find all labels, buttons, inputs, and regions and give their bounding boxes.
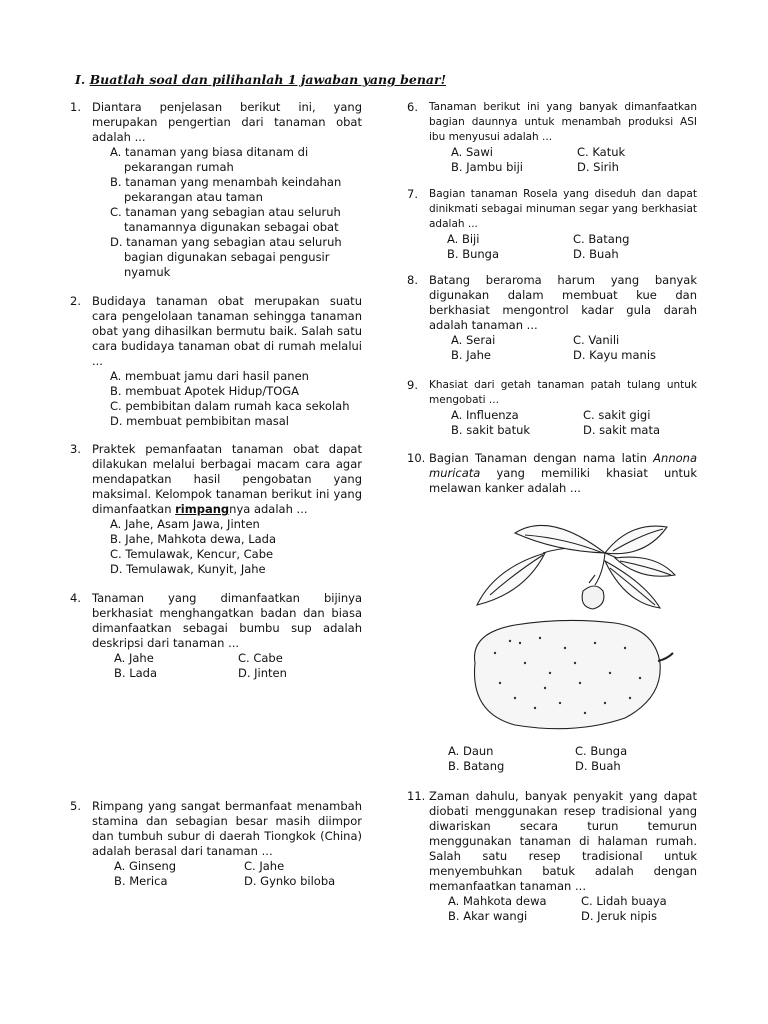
q2-option-b[interactable]: B. membuat Apotek Hidup/TOGA [110,384,300,398]
question-9 [407,378,697,438]
q3-stem [92,442,362,517]
q1-option-b[interactable]: B. tanaman yang menambah keindahan pekarangan atau taman [110,175,342,204]
question-8 [407,273,697,363]
q1-number: 1. [70,100,81,114]
q1-option-c[interactable]: C. tanaman yang sebagian atau seluruh tanamannya digunakan sebagai obat [110,205,341,234]
q7-option-a[interactable]: A. Biji [447,232,480,246]
section-title: Buatlah soal dan pilihanlah 1 jawaban yang benar! [89,72,447,87]
q3-option-a[interactable]: A. Jahe, Asam Jawa, Jinten [110,517,260,531]
q3-option-b[interactable]: B. Jahe, Mahkota dewa, Lada [110,532,277,546]
q8-option-a[interactable]: A. Serai [451,333,496,347]
question-10-options [407,744,697,774]
question-6 [407,100,697,175]
question-7 [407,187,697,262]
q11-option-c[interactable]: C. Lidah buaya [581,894,667,908]
q4-option-d[interactable]: D. Jinten [238,666,287,680]
q8-stem: Batang beraroma harum yang banyak digunakan dalam membuat kue dan berkhasiat mengontrol kadar gula darah adalah tanaman ... [429,273,697,332]
q1-option-a[interactable]: A. tanaman yang biasa ditanam di pekarangan rumah [110,145,309,174]
q6-option-c[interactable]: C. Katuk [577,145,626,159]
q1-stem: Diantara penjelasan berikut ini, yang merupakan pengertian dari tanaman obat adalah ... [92,100,362,144]
q10-option-d[interactable]: D. Buah [575,759,621,773]
q5-number: 5. [70,799,81,813]
q4-stem: Tanaman yang dimanfaatkan bijinya berkhasiat menghangatkan badan dan biasa dimanfaatkan sebagai bumbu sup adalah deskripsi dari tanaman ... [92,591,362,650]
q10-stem-latin: Annona muricata [429,451,697,480]
q10-option-a[interactable]: A. Daun [448,744,494,758]
q9-option-c[interactable]: C. sakit gigi [583,408,651,422]
question-5 [70,799,362,889]
q11-option-d[interactable]: D. Jeruk nipis [581,909,657,923]
q6-option-a[interactable]: A. Sawi [451,145,493,159]
q9-option-a[interactable]: A. Influenza [451,408,519,422]
q6-stem: Tanaman berikut ini yang banyak dimanfaatkan bagian daunnya untuk menambah produksi ASI ibu menyusui adalah ... [429,101,697,143]
q9-option-d[interactable]: D. sakit mata [583,423,661,437]
q3-stem-text: Praktek pemanfaatan tanaman obat dapat dilakukan melalui berbagai macam cara agar mendapatkan hasil pengobatan yang maksimal. Kelompok tanaman berikut ini yang dimanfaatkan [92,442,362,516]
q3-number: 3. [70,442,81,456]
q4-option-b[interactable]: B. Lada [114,666,158,680]
q5-option-c[interactable]: C. Jahe [244,859,285,873]
q6-option-b[interactable]: B. Jambu biji [451,160,523,174]
soursop-illustration-icon [455,513,677,735]
q11-option-b[interactable]: B. Akar wangi [448,909,528,923]
q5-option-b[interactable]: B. Merica [114,874,168,888]
q11-number: 11. [407,789,426,803]
q10-number: 10. [407,451,426,465]
q10-stem-text: Bagian Tanaman dengan nama latin [429,451,654,465]
section-heading [75,72,446,87]
q8-number: 8. [407,273,418,287]
q8-option-d[interactable]: D. Kayu manis [573,348,657,362]
q11-option-a[interactable]: A. Mahkota dewa [448,894,547,908]
q2-option-a[interactable]: A. membuat jamu dari hasil panen [110,369,309,383]
q5-option-d[interactable]: D. Gynko biloba [244,874,336,888]
q7-number: 7. [407,187,418,201]
q2-option-c[interactable]: C. pembibitan dalam rumah kaca sekolah [110,399,350,413]
q2-stem: Budidaya tanaman obat merupakan suatu cara pengelolaan tanaman sehingga tanaman obat yang dihasilkan bermutu baik. Salah satu cara budidaya tanaman obat di rumah melalui ... [92,294,362,368]
q3-stem-emphasis: rimpang [175,502,230,516]
q6-number: 6. [407,100,418,114]
q6-option-d[interactable]: D. Sirih [577,160,619,174]
q4-number: 4. [70,591,81,605]
q3-stem-tail: nya adalah ... [229,502,308,516]
q7-option-c[interactable]: C. Batang [573,232,630,246]
q10-option-c[interactable]: C. Bunga [575,744,628,758]
question-3 [70,442,362,577]
q8-option-c[interactable]: C. Vanili [573,333,620,347]
q5-option-a[interactable]: A. Ginseng [114,859,177,873]
q3-option-c[interactable]: C. Temulawak, Kencur, Cabe [110,547,274,561]
q4-option-a[interactable]: A. Jahe [114,651,154,665]
q7-option-b[interactable]: B. Bunga [447,247,500,261]
q3-option-d[interactable]: D. Temulawak, Kunyit, Jahe [110,562,266,576]
q4-option-c[interactable]: C. Cabe [238,651,283,665]
q5-stem: Rimpang yang sangat bermanfaat menambah stamina dan sebagian besar masih diimpor dan tumbuh subur di daerah Tiongkok (China) adalah berasal dari tanaman ... [92,799,362,858]
q10-option-b[interactable]: B. Batang [448,759,505,773]
q2-option-d[interactable]: D. membuat pembibitan masal [110,414,289,428]
question-4 [70,591,362,681]
q2-number: 2. [70,294,81,308]
q9-option-b[interactable]: B. sakit batuk [451,423,531,437]
q11-stem: Zaman dahulu, banyak penyakit yang dapat diobati menggunakan resep tradisional yang diwariskan secara turun temurun menggunakan tanaman di halaman rumah. Salah satu resep tradisional untuk menyembuhkan batuk adalah dengan memanfaatkan tanaman ... [429,789,697,893]
q1-option-d[interactable]: D. tanaman yang sebagian atau seluruh bagian digunakan sebagai pengusir nyamuk [110,235,342,279]
question-2 [70,294,362,429]
question-1 [70,100,362,280]
q8-option-b[interactable]: B. Jahe [451,348,492,362]
question-10 [407,451,697,496]
section-roman: I. [75,72,86,87]
q7-option-d[interactable]: D. Buah [573,247,619,261]
q7-stem: Bagian tanaman Rosela yang diseduh dan dapat dinikmati sebagai minuman segar yang berkhasiat adalah ... [429,188,697,230]
q10-stem-tail: yang memiliki khasiat untuk melawan kanker adalah ... [429,466,697,495]
q9-stem: Khasiat dari getah tanaman patah tulang untuk mengobati ... [429,379,697,406]
q9-number: 9. [407,378,418,392]
question-11 [407,789,697,924]
q10-stem [429,451,697,496]
